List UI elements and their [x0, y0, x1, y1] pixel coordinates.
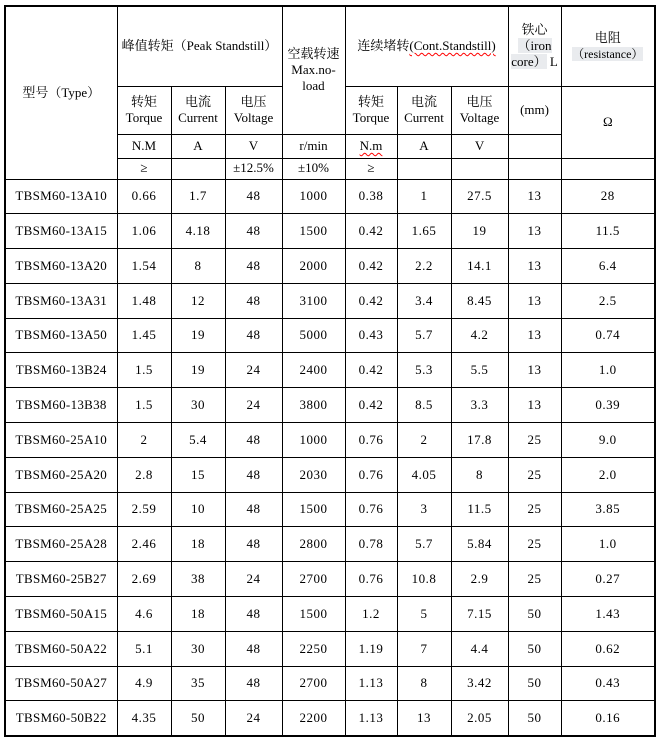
- header-cont-en: (Cont.Standstill): [409, 38, 496, 54]
- cell-value: 15: [171, 457, 225, 492]
- cell-model: TBSM60-50A27: [5, 666, 117, 701]
- cell-value: 4.05: [397, 457, 451, 492]
- empty-cell: [508, 158, 561, 179]
- cell-value: 0.42: [345, 214, 397, 249]
- cell-value: 10.8: [397, 562, 451, 597]
- cell-value: 13: [508, 214, 561, 249]
- cell-value: 48: [225, 249, 282, 284]
- cell-value: 18: [171, 597, 225, 632]
- cell-value: 13: [508, 179, 561, 214]
- cell-value: 4.2: [451, 318, 508, 353]
- cell-model: TBSM60-13A10: [5, 179, 117, 214]
- header-resistance-en: （resistance）: [572, 47, 644, 62]
- cell-value: 1500: [282, 492, 345, 527]
- cell-value: 1.13: [345, 666, 397, 701]
- subheader-zh: 电压: [240, 93, 267, 109]
- header-resistance: [561, 6, 655, 86]
- cell-value: 0.76: [345, 562, 397, 597]
- cell-value: 2.2: [397, 249, 451, 284]
- cell-value: 50: [508, 597, 561, 632]
- tol-peak-voltage: ±12.5%: [225, 158, 282, 179]
- cell-value: 24: [225, 701, 282, 736]
- header-row-groups: [5, 6, 655, 86]
- cell-value: 48: [225, 457, 282, 492]
- cell-value: 0.76: [345, 457, 397, 492]
- cell-value: 4.4: [451, 631, 508, 666]
- cell-value: 4.18: [171, 214, 225, 249]
- cell-model: TBSM60-13B38: [5, 388, 117, 423]
- cell-value: 8.5: [397, 388, 451, 423]
- cell-value: 48: [225, 527, 282, 562]
- cell-value: 2.69: [117, 562, 171, 597]
- cell-value: 2: [397, 423, 451, 458]
- cell-value: 19: [451, 214, 508, 249]
- table-row: [5, 214, 655, 249]
- cell-value: 1.48: [117, 283, 171, 318]
- cell-value: 1000: [282, 423, 345, 458]
- cell-value: 3.3: [451, 388, 508, 423]
- cell-value: 1500: [282, 214, 345, 249]
- subheader-zh: 电流: [410, 93, 437, 109]
- cell-value: 19: [171, 318, 225, 353]
- header-cont-zh: 连续堵转: [357, 38, 410, 54]
- cell-value: 7: [397, 631, 451, 666]
- cell-value: 0.43: [561, 666, 655, 701]
- table-row: [5, 249, 655, 284]
- cell-value: 1.5: [117, 388, 171, 423]
- cell-value: 3800: [282, 388, 345, 423]
- cell-value: 1.54: [117, 249, 171, 284]
- cell-value: 50: [508, 631, 561, 666]
- cell-value: 2700: [282, 562, 345, 597]
- header-cont-torque: [345, 86, 397, 134]
- cell-value: 48: [225, 597, 282, 632]
- subheader-en: Voltage: [233, 110, 274, 125]
- empty-cell: [561, 158, 655, 179]
- table-row: [5, 562, 655, 597]
- cell-value: 1.5: [117, 353, 171, 388]
- header-core-mm: (mm): [508, 86, 561, 134]
- cell-value: 5.1: [117, 631, 171, 666]
- table-row: [5, 631, 655, 666]
- cell-value: 3.85: [561, 492, 655, 527]
- subheader-en: Torque: [125, 110, 163, 125]
- cell-value: 5.84: [451, 527, 508, 562]
- cell-value: 2700: [282, 666, 345, 701]
- header-noload-en: Max.no-load: [291, 62, 336, 94]
- cell-value: 25: [508, 492, 561, 527]
- cell-value: 48: [225, 423, 282, 458]
- cell-value: 3: [397, 492, 451, 527]
- header-cont-current: [397, 86, 451, 134]
- cell-value: 2250: [282, 631, 345, 666]
- table-row: [5, 388, 655, 423]
- cell-value: 2.5: [561, 283, 655, 318]
- header-type-label: 型号（Type）: [22, 84, 101, 100]
- cell-value: 0.76: [345, 492, 397, 527]
- header-peak-group: [117, 6, 282, 86]
- cell-value: 25: [508, 562, 561, 597]
- cell-value: 18: [171, 527, 225, 562]
- cell-value: 50: [171, 701, 225, 736]
- subheader-en: Current: [178, 110, 218, 125]
- unit-peak-voltage: V: [225, 134, 282, 158]
- cell-value: 28: [561, 179, 655, 214]
- cell-value: 1.2: [345, 597, 397, 632]
- cell-value: 13: [508, 353, 561, 388]
- tol-cont-torque: ≥: [345, 158, 397, 179]
- cell-model: TBSM60-25B27: [5, 562, 117, 597]
- empty-cell: [451, 158, 508, 179]
- cell-value: 48: [225, 283, 282, 318]
- cell-value: 12: [171, 283, 225, 318]
- cell-value: 48: [225, 214, 282, 249]
- unit-cont-current: A: [397, 134, 451, 158]
- cell-value: 0.42: [345, 249, 397, 284]
- cell-value: 2400: [282, 353, 345, 388]
- table-row: [5, 597, 655, 632]
- table-row: [5, 666, 655, 701]
- cell-value: 24: [225, 388, 282, 423]
- cell-value: 2.05: [451, 701, 508, 736]
- cell-value: 1.13: [345, 701, 397, 736]
- cell-value: 0.38: [345, 179, 397, 214]
- table-row: [5, 423, 655, 458]
- cell-value: 13: [508, 249, 561, 284]
- cell-value: 8.45: [451, 283, 508, 318]
- table-body: [5, 179, 655, 736]
- cell-value: 0.42: [345, 388, 397, 423]
- empty-cell: [508, 134, 561, 158]
- unit-peak-torque: N.M: [117, 134, 171, 158]
- cell-value: 5.4: [171, 423, 225, 458]
- header-core-suffix: L: [549, 54, 558, 70]
- cell-value: 4.9: [117, 666, 171, 701]
- cell-value: 0.74: [561, 318, 655, 353]
- tol-rpm: ±10%: [282, 158, 345, 179]
- unit-peak-current: A: [171, 134, 225, 158]
- cell-value: 48: [225, 318, 282, 353]
- table-row: [5, 457, 655, 492]
- cell-value: 0.76: [345, 423, 397, 458]
- cell-value: 3.42: [451, 666, 508, 701]
- cell-value: 0.42: [345, 353, 397, 388]
- cell-value: 30: [171, 388, 225, 423]
- cell-value: 5: [397, 597, 451, 632]
- cell-value: 0.43: [345, 318, 397, 353]
- cell-value: 9.0: [561, 423, 655, 458]
- subheader-en: Current: [404, 110, 444, 125]
- header-ohm: Ω: [561, 86, 655, 158]
- cell-value: 0.16: [561, 701, 655, 736]
- cell-model: TBSM60-25A20: [5, 457, 117, 492]
- subheader-en: Voltage: [459, 110, 500, 125]
- cell-value: 5.3: [397, 353, 451, 388]
- cell-model: TBSM60-50A22: [5, 631, 117, 666]
- cell-value: 10: [171, 492, 225, 527]
- tol-peak-torque: ≥: [117, 158, 171, 179]
- cell-model: TBSM60-13A50: [5, 318, 117, 353]
- cell-model: TBSM60-25A25: [5, 492, 117, 527]
- cell-value: 48: [225, 631, 282, 666]
- cell-value: 5.7: [397, 527, 451, 562]
- unit-rpm: r/min: [282, 134, 345, 158]
- header-noload-speed: [282, 6, 345, 134]
- cell-model: TBSM60-50A15: [5, 597, 117, 632]
- unit-cont-torque: [345, 134, 397, 158]
- header-peak-voltage: [225, 86, 282, 134]
- cell-value: 1.43: [561, 597, 655, 632]
- cell-value: 24: [225, 353, 282, 388]
- cell-value: 2.9: [451, 562, 508, 597]
- cell-value: 2200: [282, 701, 345, 736]
- table-row: [5, 701, 655, 736]
- header-peak-torque: [117, 86, 171, 134]
- motor-spec-table: [4, 5, 656, 737]
- cell-value: 50: [508, 701, 561, 736]
- cell-value: 2030: [282, 457, 345, 492]
- table-row: [5, 353, 655, 388]
- cell-value: 13: [508, 283, 561, 318]
- subheader-zh: 转矩: [357, 93, 384, 109]
- cell-value: 1.06: [117, 214, 171, 249]
- header-peak-group-label: 峰值转矩（Peak Standstill）: [121, 38, 278, 54]
- cell-value: 1500: [282, 597, 345, 632]
- table-row: [5, 179, 655, 214]
- cell-value: 35: [171, 666, 225, 701]
- cell-value: 6.4: [561, 249, 655, 284]
- table-row: [5, 492, 655, 527]
- cell-value: 3100: [282, 283, 345, 318]
- cell-model: TBSM60-13B24: [5, 353, 117, 388]
- table-row: [5, 527, 655, 562]
- header-peak-current: [171, 86, 225, 134]
- header-cont-group: [345, 6, 508, 86]
- empty-cell: [171, 158, 225, 179]
- header-core-zh: 铁心: [521, 21, 548, 37]
- cell-value: 4.6: [117, 597, 171, 632]
- table-header: [5, 6, 655, 179]
- cell-value: 1.0: [561, 527, 655, 562]
- unit-cont-torque-label: N.m: [359, 137, 383, 153]
- cell-value: 25: [508, 423, 561, 458]
- cell-model: TBSM60-50B22: [5, 701, 117, 736]
- header-core-en: （iron core）: [511, 38, 552, 70]
- cell-value: 19: [171, 353, 225, 388]
- cell-value: 8: [397, 666, 451, 701]
- cell-value: 48: [225, 492, 282, 527]
- cell-value: 13: [508, 388, 561, 423]
- cell-value: 2: [117, 423, 171, 458]
- cell-value: 0.62: [561, 631, 655, 666]
- header-type: [5, 6, 117, 179]
- cell-value: 1.45: [117, 318, 171, 353]
- header-resistance-zh: 电阻: [594, 30, 621, 45]
- cell-value: 25: [508, 457, 561, 492]
- subheader-zh: 转矩: [130, 93, 157, 109]
- cell-value: 14.1: [451, 249, 508, 284]
- cell-value: 1.0: [561, 353, 655, 388]
- cell-value: 1.7: [171, 179, 225, 214]
- cell-value: 2.59: [117, 492, 171, 527]
- cell-value: 25: [508, 527, 561, 562]
- cell-value: 0.42: [345, 283, 397, 318]
- cell-value: 11.5: [561, 214, 655, 249]
- header-iron-core: [508, 6, 561, 86]
- cell-model: TBSM60-25A10: [5, 423, 117, 458]
- table-row: [5, 318, 655, 353]
- cell-value: 1.19: [345, 631, 397, 666]
- table-row: [5, 283, 655, 318]
- cell-model: TBSM60-25A28: [5, 527, 117, 562]
- cell-value: 8: [451, 457, 508, 492]
- cell-value: 1000: [282, 179, 345, 214]
- cell-value: 3.4: [397, 283, 451, 318]
- cell-value: 2.0: [561, 457, 655, 492]
- subheader-zh: 电流: [184, 93, 211, 109]
- cell-value: 48: [225, 666, 282, 701]
- cell-value: 2000: [282, 249, 345, 284]
- cell-value: 5.5: [451, 353, 508, 388]
- cell-value: 38: [171, 562, 225, 597]
- cell-value: 11.5: [451, 492, 508, 527]
- cell-value: 0.27: [561, 562, 655, 597]
- cell-value: 1.65: [397, 214, 451, 249]
- cell-model: TBSM60-13A31: [5, 283, 117, 318]
- cell-value: 17.8: [451, 423, 508, 458]
- subheader-zh: 电压: [466, 93, 493, 109]
- cell-model: TBSM60-13A20: [5, 249, 117, 284]
- cell-value: 4.35: [117, 701, 171, 736]
- cell-value: 5.7: [397, 318, 451, 353]
- cell-value: 24: [225, 562, 282, 597]
- cell-value: 48: [225, 179, 282, 214]
- cell-value: 2800: [282, 527, 345, 562]
- header-cont-voltage: [451, 86, 508, 134]
- cell-value: 0.78: [345, 527, 397, 562]
- cell-value: 5000: [282, 318, 345, 353]
- cell-value: 30: [171, 631, 225, 666]
- cell-value: 27.5: [451, 179, 508, 214]
- cell-value: 1: [397, 179, 451, 214]
- cell-value: 2.8: [117, 457, 171, 492]
- cell-value: 13: [397, 701, 451, 736]
- cell-value: 50: [508, 666, 561, 701]
- cell-value: 0.39: [561, 388, 655, 423]
- cell-value: 0.66: [117, 179, 171, 214]
- header-noload-zh: 空载转速: [287, 45, 340, 61]
- subheader-en: Torque: [352, 110, 390, 125]
- cell-value: 2.46: [117, 527, 171, 562]
- cell-value: 13: [508, 318, 561, 353]
- cell-value: 7.15: [451, 597, 508, 632]
- empty-cell: [397, 158, 451, 179]
- cell-model: TBSM60-13A15: [5, 214, 117, 249]
- unit-cont-voltage: V: [451, 134, 508, 158]
- cell-value: 8: [171, 249, 225, 284]
